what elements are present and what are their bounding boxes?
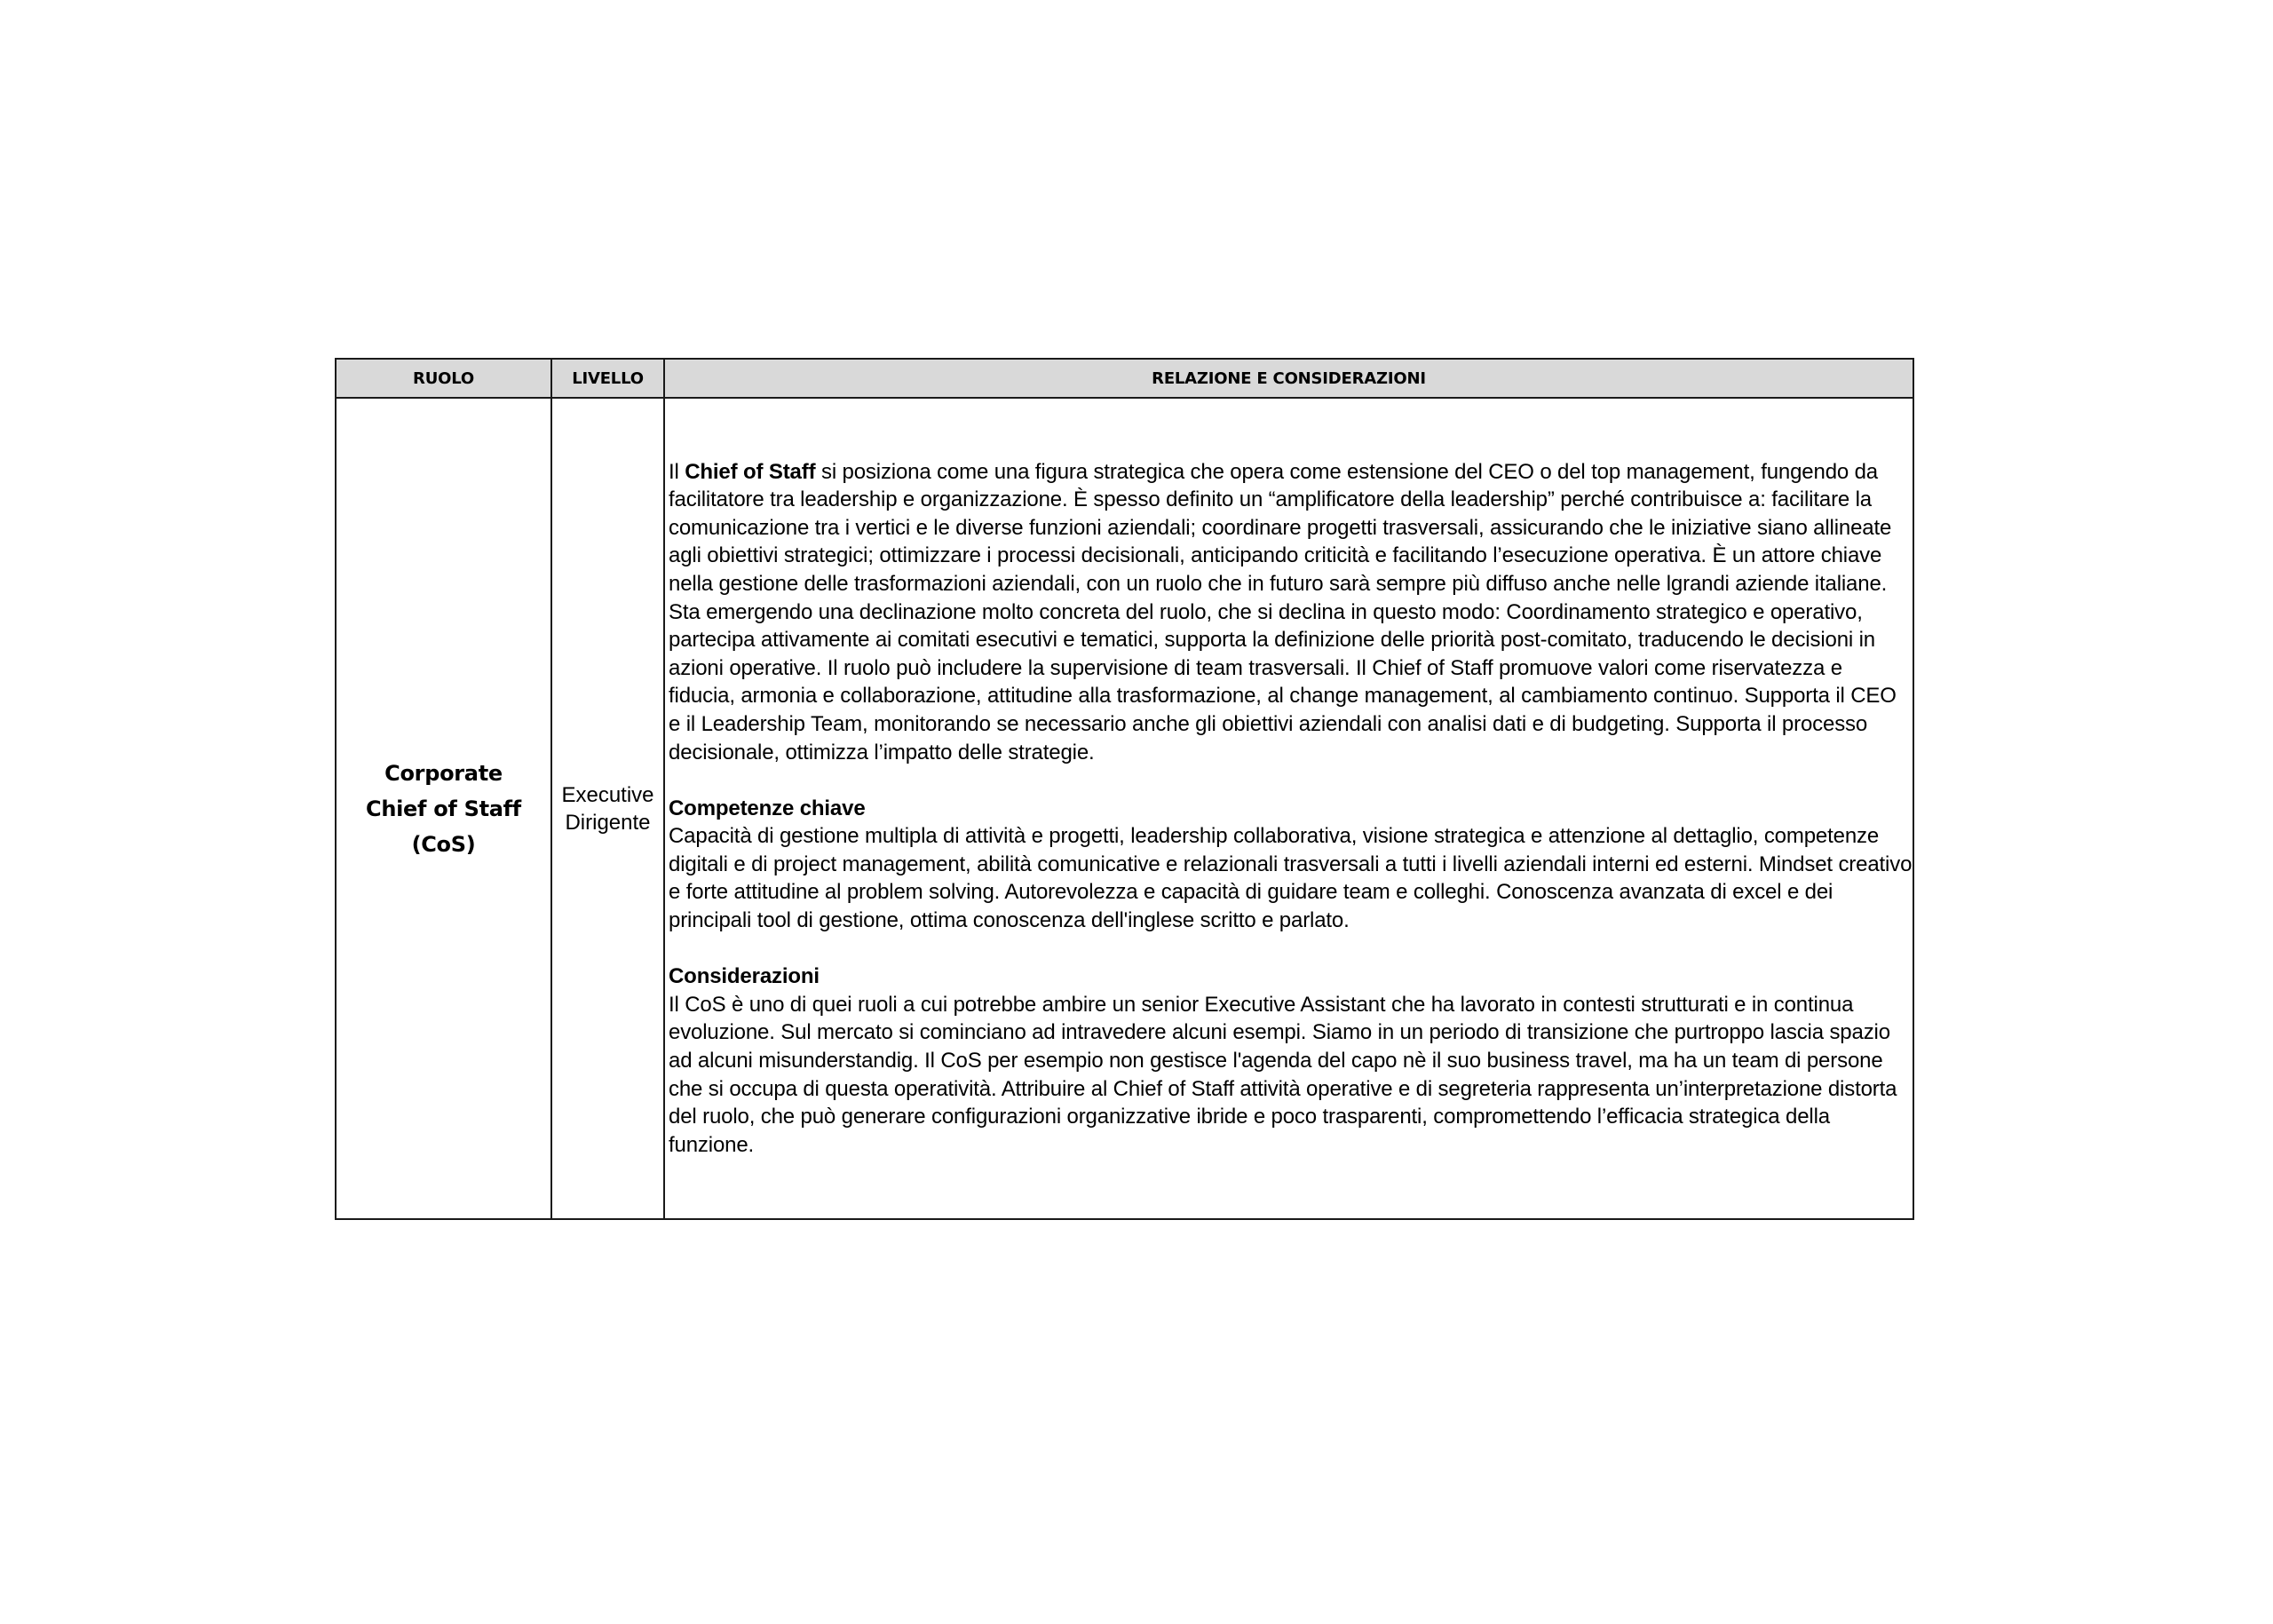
relation-cell (664, 398, 1913, 1219)
level-cell (551, 398, 664, 1219)
level-line1: Executive (561, 782, 654, 807)
role-table (335, 358, 1914, 1220)
notes-heading: Considerazioni (669, 964, 820, 989)
level-line2: Dirigente (565, 810, 651, 835)
skills-text: Capacità di gestione multipla di attività e progetti, leadership collaborativa, visione strategica e attenzione al dettaglio, competenze digitali e di project management, abilità comunicative e relazionali trasversali a tutti i livelli aziendali interni ed esterni. Mindset creativo e forte attitudine al problem solving. Autorevolezza e capacità di guidare team e colleghi. Conoscenza avanzata di excel e dei principali tool di gestione, ottima conoscenza dell'inglese scritto e parlato. (669, 824, 1913, 933)
header-relation: RELAZIONE E CONSIDERAZIONI (664, 359, 1913, 398)
intro-paragraph (669, 458, 1913, 767)
skills-heading: Competenze chiave (669, 796, 866, 820)
role-name-line1: Corporate (384, 760, 503, 786)
role-name-line2: Chief of Staff (CoS) (366, 796, 521, 857)
intro-text: si posiziona come una figura strategica che opera come estensione del CEO o del top management, fungendo da facilitatore tra leadership e organizzazione. È spesso definito un “amplificatore della leadership” perché contribuisce a: facilitare la comunicazione tra i vertici e le diverse funzioni aziendali; coordinare progetti trasversali, assicurando che le iniziative siano allineate agli obiettivi strategici; ottimizzare i processi decisionali, anticipando criticità e facilitando l’esecuzione operativa. È un attore chiave nella gestione delle trasformazioni aziendali, con un ruolo che in futuro sarà sempre più diffuso anche nelle lgrandi aziende italiane. Sta emergendo una declinazione molto concreta del ruolo, che si declina in questo modo: Coordinamento strategico e operativo, partecipa attivamente ai comitati esecutivi e tematici, supporta la definizione delle priorità post-comitato, traducendo le decisioni in azioni operative. Il ruolo può includere la supervisione di team trasversali. Il Chief of Staff promuove valori come riservatezza e fiducia, armonia e collaborazione, attitudine alla trasformazione, al change management, al cambiamento continuo. Supporta il CEO e il Leadership Team, monitorando se necessario anche gli obiettivi aziendali con analisi dati e di budgeting. Supporta il processo decisionale, ottimizza l’impatto delle strategie. (669, 459, 1897, 764)
table-header (336, 359, 1913, 398)
header-row (336, 359, 1913, 398)
header-level: LIVELLO (551, 359, 664, 398)
header-role: RUOLO (336, 359, 551, 398)
table-row (336, 398, 1913, 1219)
intro-prefix: Il (669, 459, 685, 484)
role-cell (336, 398, 551, 1219)
notes-text: Il CoS è uno di quei ruoli a cui potrebbe ambire un senior Executive Assistant che ha lavorato in contesti strutturati e in continua evoluzione. Sul mercato si cominciano ad intravedere alcuni esempi. Siamo in un periodo di transizione che purtroppo lascia spazio ad alcuni misunderstandig. Il CoS per esempio non gestisce l'agenda del capo nè il suo business travel, ma ha un team di persone che si occupa di questa operatività. Attribuire al Chief of Staff attività operative e di segreteria rappresenta un’interpretazione distorta del ruolo, che può generare configurazioni organizzative ibride e poco trasparenti, compromettendo l’efficacia strategica della funzione. (669, 992, 1897, 1157)
intro-bold-term: Chief of Staff (685, 459, 816, 484)
